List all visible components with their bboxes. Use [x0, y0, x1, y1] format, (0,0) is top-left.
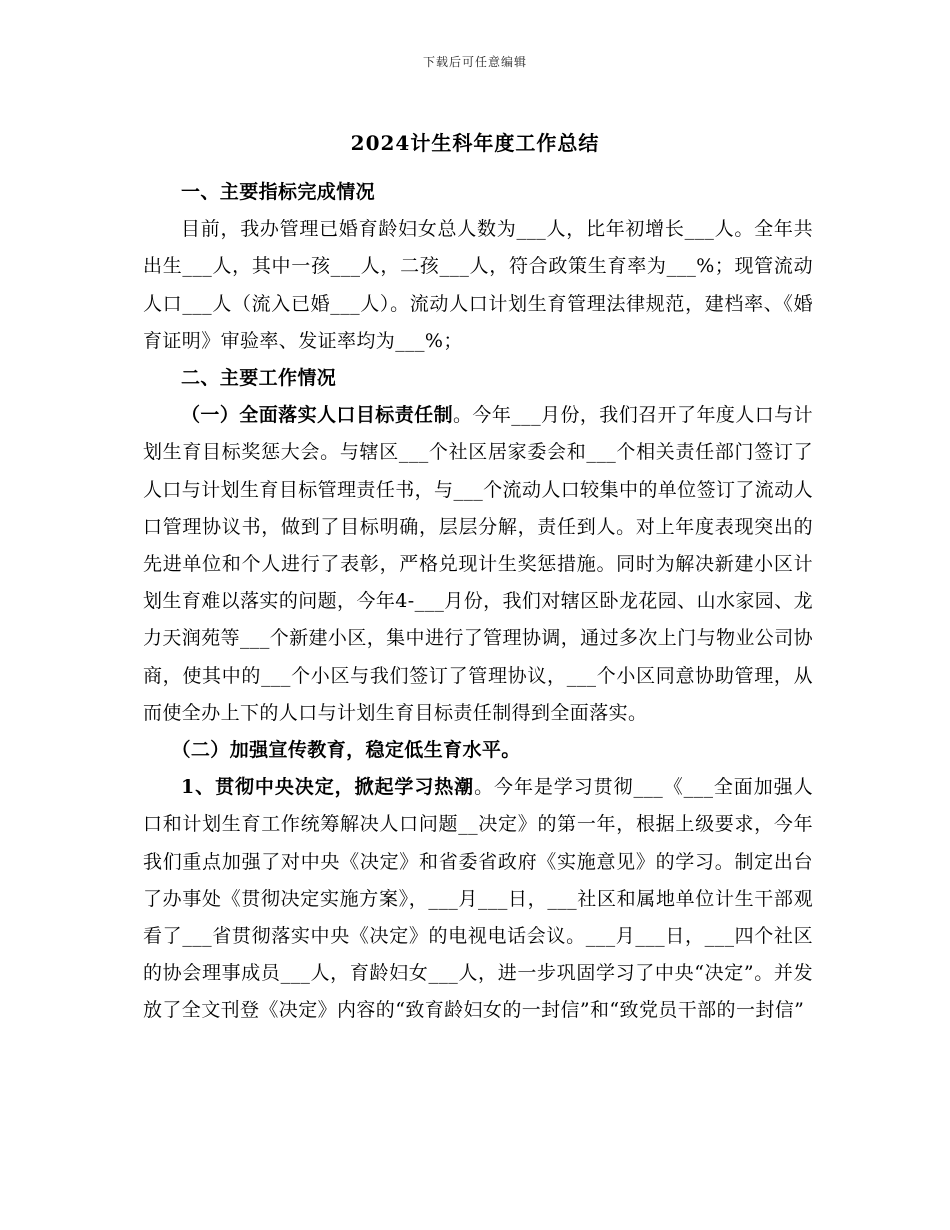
item1-lead: 1、贯彻中央决定，掀起学习热潮 [181, 776, 475, 799]
section1-paragraph: 目前，我办管理已婚育龄妇女总人数为___人，比年初增长___人。全年共出生___人，其中一孩___人，二孩___人，符合政策生育率为___%；现管流动人口___人（流入已婚___人）。流动人口计划生育管理法律规范，建档率、《婚育证明》审验率、发证率均为___%； [143, 218, 813, 352]
subsection1-lead: （一）全面落实人口目标责任制 [181, 404, 453, 427]
document-body [143, 174, 813, 1030]
page-header-note: 下载后可任意编辑 [422, 55, 527, 69]
document-title: 2024计生科年度工作总结 [350, 131, 600, 155]
subsection1-text: 。今年___月份，我们召开了年度人口与计划生育目标奖惩大会。与辖区___个社区居家委会和___个相关责任部门签订了人口与计划生育目标管理责任书，与___个流动人口较集中的单位签订了流动人口管理协议书，做到了目标明确，层层分解，责任到人。对上年度表现突出的先进单位和个人进行了表彰，严格兑现计生奖惩措施。同时为解决新建小区计划生育难以落实的问题，今年4-___月份，我们对辖区卧龙花园、山水家园、龙力天润苑等___个新建小区，集中进行了管理协调，通过多次上门与物业公司协商，使其中的___个小区与我们签订了管理协议，___个小区同意协助管理，从而使全办上下的人口与计划生育目标责任制得到全面落实。 [143, 404, 813, 724]
subsection2-heading: （二）加强宣传教育，稳定低生育水平。 [171, 739, 521, 762]
subsection1-paragraph [143, 397, 813, 732]
item1-text: 。今年是学习贯彻___《___全面加强人口和计划生育工作统筹解决人口问题__决定》的第一年，根据上级要求，今年我们重点加强了对中央《决定》和省委省政府《实施意见》的学习。制定出台了办事处《贯彻决定实施方案》，___月___日，___社区和属地单位计生干部观看了___省贯彻落实中央《决定》的电视电话会议。___月___日，___四个社区的协会理事成员___人，育龄妇女___人，进一步巩固学习了中央“决定”。并发放了全文刊登《决定》内容的“致育龄妇女的一封信”和“致党员干部的一封信” [143, 776, 813, 1022]
section2-heading: 二、主要工作情况 [181, 367, 337, 390]
item1-paragraph [143, 769, 813, 1029]
section1-heading: 一、主要指标完成情况 [181, 181, 376, 203]
